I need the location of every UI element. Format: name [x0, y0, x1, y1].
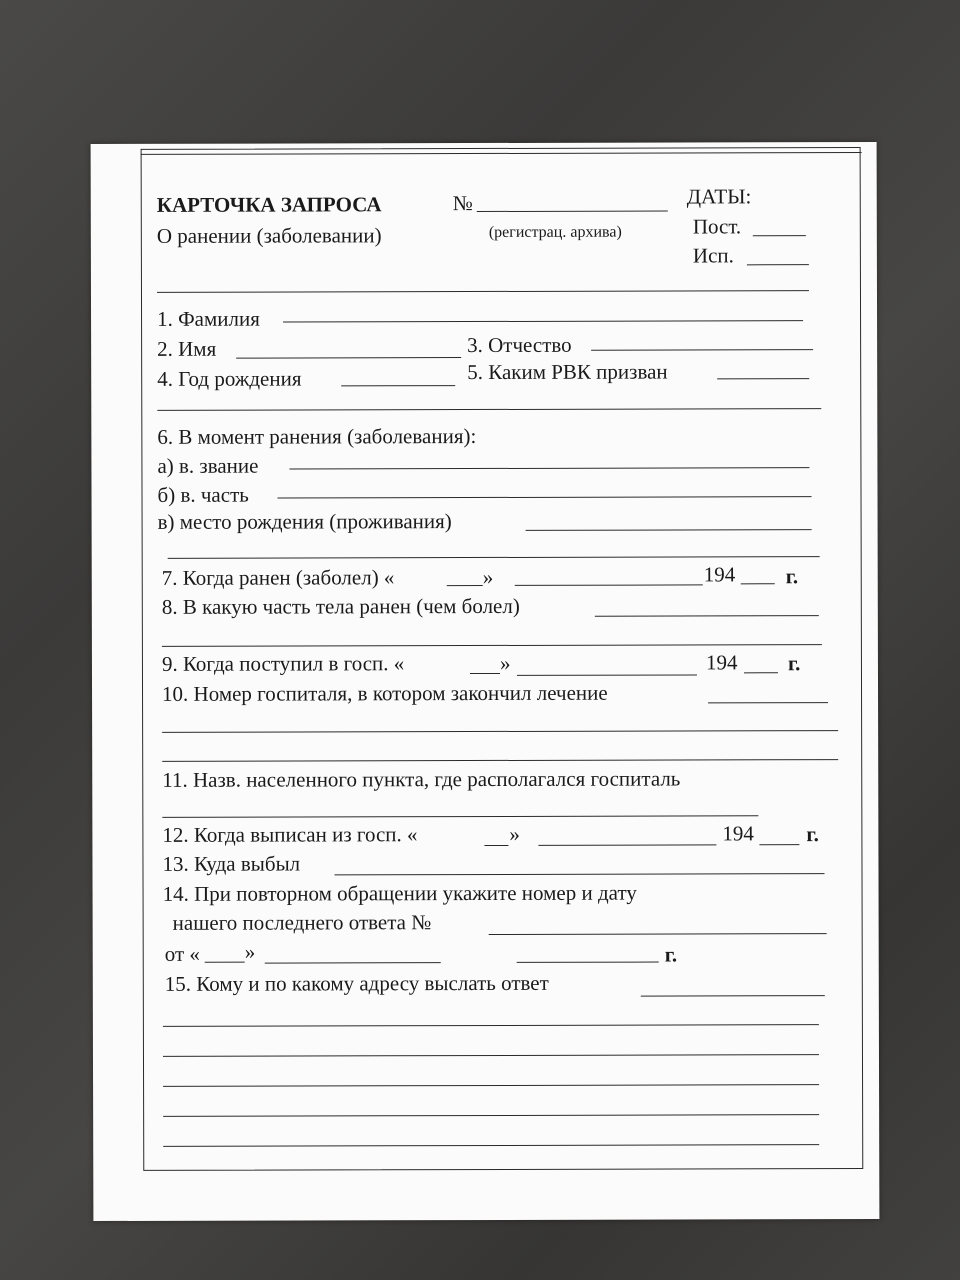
- discharge-year-field[interactable]: [759, 844, 799, 845]
- field-destination-label: 13. Куда выбыл: [162, 851, 301, 876]
- last-answer-day-field[interactable]: [205, 962, 245, 963]
- field-wound-part-label: 8. В какую часть тела ранен (чем болел): [161, 593, 520, 619]
- request-card-paper: [91, 142, 880, 1221]
- wound-year-prefix: 194: [703, 562, 736, 587]
- discharge-date-quote-close: »: [509, 821, 520, 846]
- admission-year-field[interactable]: [744, 672, 778, 673]
- admission-year-prefix: 194: [705, 650, 738, 675]
- executed-date-label: Исп.: [692, 243, 734, 268]
- wound-year-suffix: г.: [785, 564, 799, 589]
- field-birthplace-label: в) место рождения (проживания): [157, 509, 452, 534]
- wound-date-quote-close: »: [482, 564, 494, 590]
- field-repeat-request-label: 14. При повторном обращении укажите номер и дату: [162, 880, 637, 906]
- card-subtitle: О ранении (заболевании): [156, 223, 382, 248]
- dates-label: ДАТЫ:: [686, 184, 752, 209]
- field-rank-label: а) в. звание: [157, 453, 259, 478]
- wound-year-field[interactable]: [741, 583, 775, 584]
- received-date-field[interactable]: [753, 235, 806, 236]
- field-wound-date-label: 7. Когда ранен (заболел) «: [161, 565, 395, 590]
- card-title: КАРТОЧКА ЗАПРОСА: [156, 192, 382, 217]
- admission-day-field[interactable]: [470, 673, 500, 674]
- admission-year-suffix: г.: [787, 651, 801, 676]
- field-hospital-location-label: 11. Назв. населенного пункта, где располагался госпиталь: [162, 766, 681, 792]
- last-answer-date-quote-close: »: [244, 939, 256, 964]
- field-name-label: 2. Имя: [157, 336, 217, 361]
- last-answer-year-suffix: г.: [664, 942, 678, 967]
- field-at-wound-label: 6. В момент ранения (заболевания):: [157, 424, 477, 449]
- field-unit-label: б) в. часть: [157, 482, 249, 507]
- field-discharge-date-label: 12. Когда выписан из госп. «: [162, 822, 418, 847]
- field-last-answer-date-label: от «: [164, 941, 200, 966]
- field-reply-address-label: 15. Кому и по какому адресу выслать ответ: [164, 970, 549, 996]
- field-last-answer-number-label: нашего последнего ответа №: [172, 910, 432, 935]
- discharge-day-field[interactable]: [484, 845, 508, 846]
- field-admission-date-label: 9. Когда поступил в госп. «: [161, 651, 405, 676]
- field-patronymic-label: 3. Отчество: [467, 332, 572, 358]
- admission-date-quote-close: »: [499, 650, 511, 675]
- wound-day-field[interactable]: [447, 585, 483, 586]
- field-rvk-label: 5. Каким РВК призван: [467, 359, 668, 385]
- registry-note: (регистрац. архива): [488, 223, 622, 241]
- discharge-year-suffix: г.: [806, 822, 819, 847]
- discharge-year-prefix: 194: [722, 821, 754, 846]
- executed-date-field[interactable]: [747, 264, 809, 265]
- number-sign: №: [452, 191, 473, 216]
- field-hospital-number-label: 10. Номер госпиталя, в котором закончил лечение: [161, 680, 608, 706]
- field-birth-year-label: 4. Год рождения: [157, 366, 302, 391]
- field-surname-label: 1. Фамилия: [157, 306, 260, 331]
- received-date-label: Пост.: [692, 214, 742, 239]
